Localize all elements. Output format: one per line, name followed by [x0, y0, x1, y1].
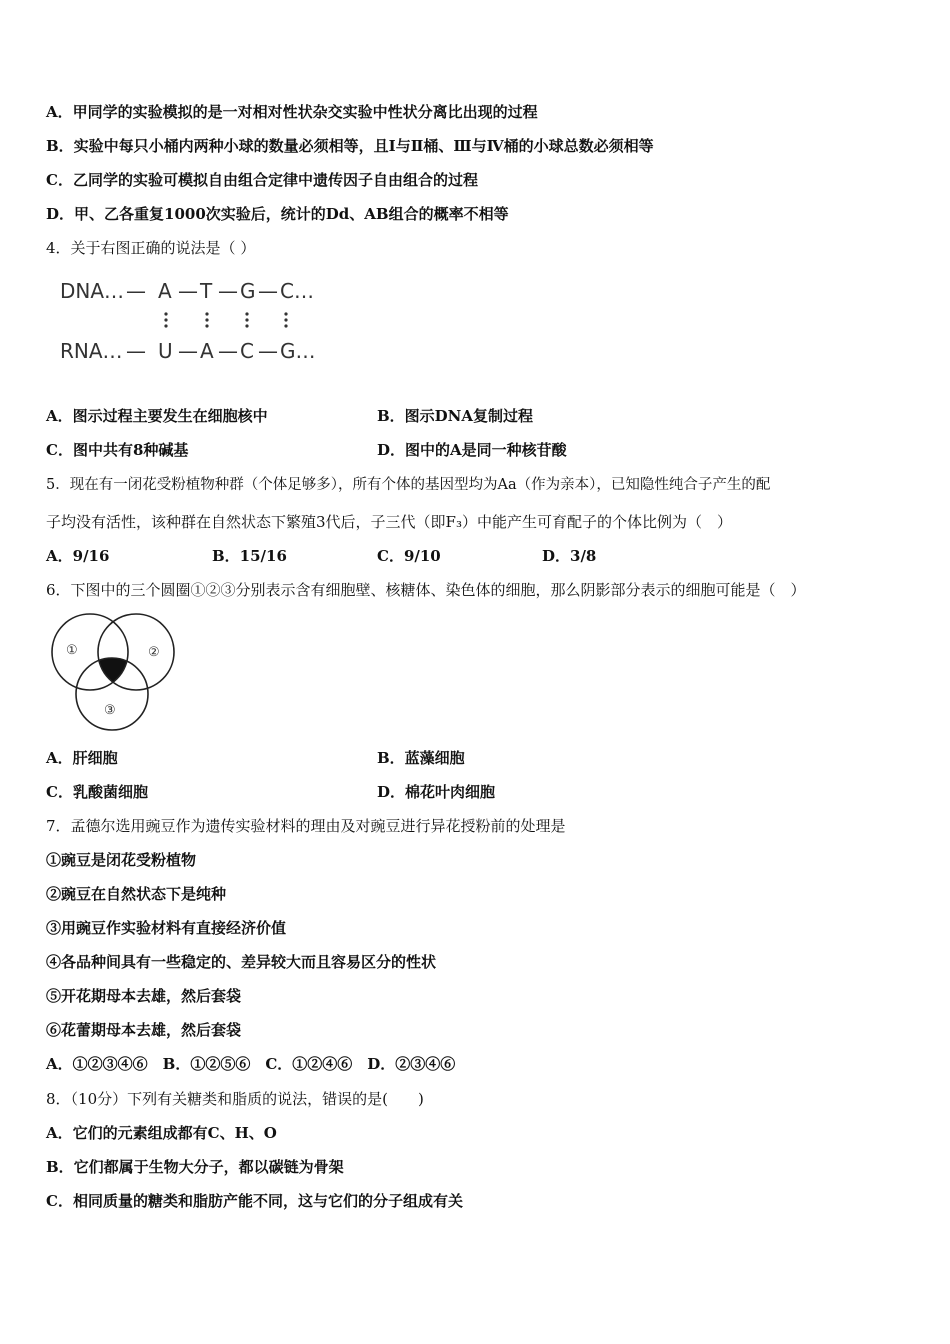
q7-item-1: ①豌豆是闭花受粉植物	[46, 851, 197, 869]
dna-base-4: C…	[280, 279, 314, 303]
rna-base-2: A	[200, 339, 214, 363]
q4-option-c: C．图中共有8种碱基	[46, 441, 189, 459]
q5-option-a: A．9/16	[46, 547, 110, 565]
q7-item-2: ②豌豆在自然状态下是纯种	[46, 885, 227, 903]
venn-diagram	[44, 608, 184, 734]
q5-option-d: D．3/8	[542, 547, 597, 565]
rna-label: RNA…	[60, 339, 123, 363]
svg-text:—: —	[258, 279, 278, 303]
q5-stem-line1: 5．现在有一闭花受粉植物种群（个体足够多），所有个体的基因型均为Aa（作为亲本），已知隐性纯合子产生的配	[46, 477, 771, 493]
dna-rna-pairing-figure	[60, 276, 330, 376]
q8-option-a: A．它们的元素组成都有C、H、O	[46, 1124, 277, 1142]
svg-text:—: —	[178, 279, 198, 303]
q7-options: A．①②③④⑥ B．①②⑤⑥ C．①②④⑥ D．②③④⑥	[46, 1055, 456, 1073]
rna-base-3: C	[240, 339, 254, 363]
q4-option-b: B．图示DNA复制过程	[377, 407, 534, 425]
label-2: ②	[148, 645, 160, 660]
q4-stem: 4．关于右图正确的说法是（ ）	[46, 239, 256, 257]
q8-option-b: B．它们都属于生物大分子，都以碳链为骨架	[46, 1158, 344, 1176]
label-3: ③	[104, 703, 116, 718]
svg-text:—: —	[218, 339, 238, 363]
q7-stem: 7．孟德尔选用豌豆作为遗传实验材料的理由及对豌豆进行异花授粉前的处理是	[46, 817, 566, 835]
q3-option-a: A．甲同学的实验模拟的是一对相对性状杂交实验中性状分离比出现的过程	[46, 103, 538, 121]
q6-option-b: B．蓝藻细胞	[377, 749, 465, 767]
q5-option-b: B．15/16	[212, 547, 287, 565]
q8-stem: 8．（10分）下列有关糖类和脂质的说法，错误的是( )	[46, 1090, 424, 1108]
rna-base-4: G…	[280, 339, 316, 363]
q6-option-a: A．肝细胞	[46, 749, 118, 767]
q5-option-c: C．9/10	[377, 547, 441, 565]
label-1: ①	[66, 643, 78, 658]
q6-stem: 6．下图中的三个圆圈①②③分别表示含有细胞壁、核糖体、染色体的细胞，那么阴影部分表示的细胞可能是（ ）	[46, 581, 806, 599]
svg-text:—: —	[126, 339, 146, 363]
circle-1	[52, 614, 128, 690]
svg-text:—: —	[258, 339, 278, 363]
q8-option-c: C．相同质量的糖类和脂肪产能不同，这与它们的分子组成有关	[46, 1192, 463, 1210]
q4-option-d: D．图中的A是同一种核苷酸	[377, 441, 567, 459]
q7-item-4: ④各品种间具有一些稳定的、差异较大而且容易区分的性状	[46, 953, 437, 971]
q7-item-5: ⑤开花期母本去雄，然后套袋	[46, 987, 242, 1005]
q7-item-3: ③用豌豆作实验材料有直接经济价值	[46, 919, 287, 937]
q3-option-d: D．甲、乙各重复1000次实验后，统计的Dd、AB组合的概率不相等	[46, 205, 509, 223]
q7-item-6: ⑥花蕾期母本去雄，然后套袋	[46, 1021, 242, 1039]
circle-2	[98, 614, 174, 690]
q5-stem-line2: 子均没有活性，该种群在自然状态下繁殖3代后，子三代（即F₃）中能产生可育配子的个体比例为（ ）	[46, 513, 732, 531]
dna-base-2: T	[200, 279, 213, 303]
svg-text:—: —	[178, 339, 198, 363]
q3-option-c: C．乙同学的实验可模拟自由组合定律中遗传因子自由组合的过程	[46, 171, 478, 189]
rna-base-1: U	[158, 339, 173, 363]
svg-text:—: —	[126, 279, 146, 303]
q4-option-a: A．图示过程主要发生在细胞核中	[46, 407, 268, 425]
dna-base-3: G	[240, 279, 256, 303]
q6-option-d: D．棉花叶肉细胞	[377, 783, 496, 801]
svg-text:—: —	[218, 279, 238, 303]
dna-label: DNA…	[60, 279, 125, 303]
q3-option-b: B．实验中每只小桶内两种小球的数量必须相等，且Ⅰ与Ⅱ桶、Ⅲ与Ⅳ桶的小球总数必须相等	[46, 137, 654, 155]
q6-option-c: C．乳酸菌细胞	[46, 783, 148, 801]
dna-base-1: A	[158, 279, 172, 303]
